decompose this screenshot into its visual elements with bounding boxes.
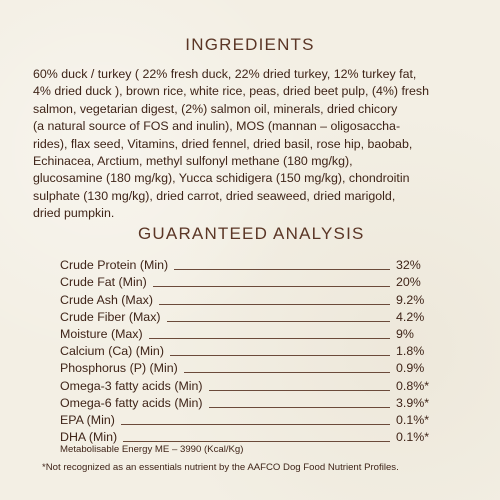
ingredients-line: glucosamine (180 mg/kg), Yucca schidigera (150 mg/kg), chondroitin — [33, 171, 410, 186]
leader-line — [170, 355, 390, 356]
analysis-heading: GUARANTEED ANALYSIS — [138, 224, 365, 243]
analysis-row — [60, 291, 440, 308]
analysis-row — [60, 377, 440, 394]
leader-line — [174, 269, 390, 270]
nutrient-value: 9.2% — [396, 292, 425, 307]
analysis-row — [60, 360, 440, 377]
leader-line — [167, 321, 390, 322]
leader-line — [121, 424, 390, 425]
nutrient-value: 4.2% — [396, 309, 425, 324]
analysis-row — [60, 257, 440, 274]
analysis-row — [60, 309, 440, 326]
analysis-row — [60, 395, 440, 412]
nutrient-label: Omega-3 fatty acids (Min) — [60, 378, 203, 393]
ingredients-line: salmon, vegetarian digest, (2%) salmon oil, minerals, dried chicory — [33, 101, 398, 116]
metabolisable-energy: Metabolisable Energy ME – 3990 (Kcal/Kg) — [60, 444, 244, 455]
ingredients-line: dried pumpkin. — [33, 206, 115, 221]
nutrient-label: Moisture (Max) — [60, 326, 143, 341]
leader-line — [159, 304, 390, 305]
nutrient-value: 32% — [396, 258, 421, 273]
leader-line — [153, 286, 390, 287]
leader-line — [184, 372, 390, 373]
nutrient-label: Crude Fiber (Max) — [60, 309, 161, 324]
nutrient-value: 3.9%* — [396, 395, 430, 410]
analysis-row — [60, 274, 440, 291]
nutrient-value: 0.1%* — [396, 430, 430, 445]
nutrient-label: EPA (Min) — [60, 412, 115, 427]
nutrient-value: 0.9% — [396, 361, 425, 376]
leader-line — [209, 390, 390, 391]
ingredients-line: Echinacea, Arctium, methyl sulfonyl methane (180 mg/kg), — [33, 154, 353, 169]
footnote: *Not recognized as an essentials nutrient by the AAFCO Dog Food Nutrient Profiles. — [42, 462, 399, 473]
nutrient-label: Omega-6 fatty acids (Min) — [60, 395, 203, 410]
nutrient-label: Crude Ash (Max) — [60, 292, 153, 307]
leader-line — [209, 407, 390, 408]
ingredients-heading: INGREDIENTS — [185, 35, 315, 54]
ingredients-line: sulphate (130 mg/kg), dried carrot, dried seaweed, dried marigold, — [33, 188, 396, 203]
nutrient-label: Calcium (Ca) (Min) — [60, 344, 164, 359]
nutrient-value: 20% — [396, 275, 421, 290]
ingredients-line: 4% dried duck ), brown rice, white rice, peas, dried beet pulp, (4%) fresh — [33, 84, 429, 99]
nutrient-value: 0.1%* — [396, 412, 430, 427]
analysis-table — [60, 257, 440, 446]
ingredients-line: rides), flax seed, Vitamins, dried fennel, dried basil, rose hip, baobab, — [33, 136, 413, 151]
analysis-row — [60, 412, 440, 429]
analysis-row — [60, 326, 440, 343]
leader-line — [149, 338, 390, 339]
nutrient-value: 0.8%* — [396, 378, 430, 393]
analysis-row — [60, 343, 440, 360]
nutrient-label: DHA (Min) — [60, 430, 118, 445]
nutrient-label: Crude Protein (Min) — [60, 258, 169, 273]
ingredients-line: (a natural source of FOS and inulin), MOS (mannan – oligosaccha- — [33, 119, 401, 134]
ingredients-list — [33, 66, 473, 223]
nutrient-label: Crude Fat (Min) — [60, 275, 147, 290]
ingredients-line: 60% duck / turkey ( 22% fresh duck, 22% dried turkey, 12% turkey fat, — [33, 67, 417, 81]
nutrient-value: 1.8% — [396, 344, 425, 359]
leader-line — [123, 441, 390, 442]
nutrient-value: 9% — [396, 326, 414, 341]
nutrient-label: Phosphorus (P) (Min) — [60, 361, 178, 376]
